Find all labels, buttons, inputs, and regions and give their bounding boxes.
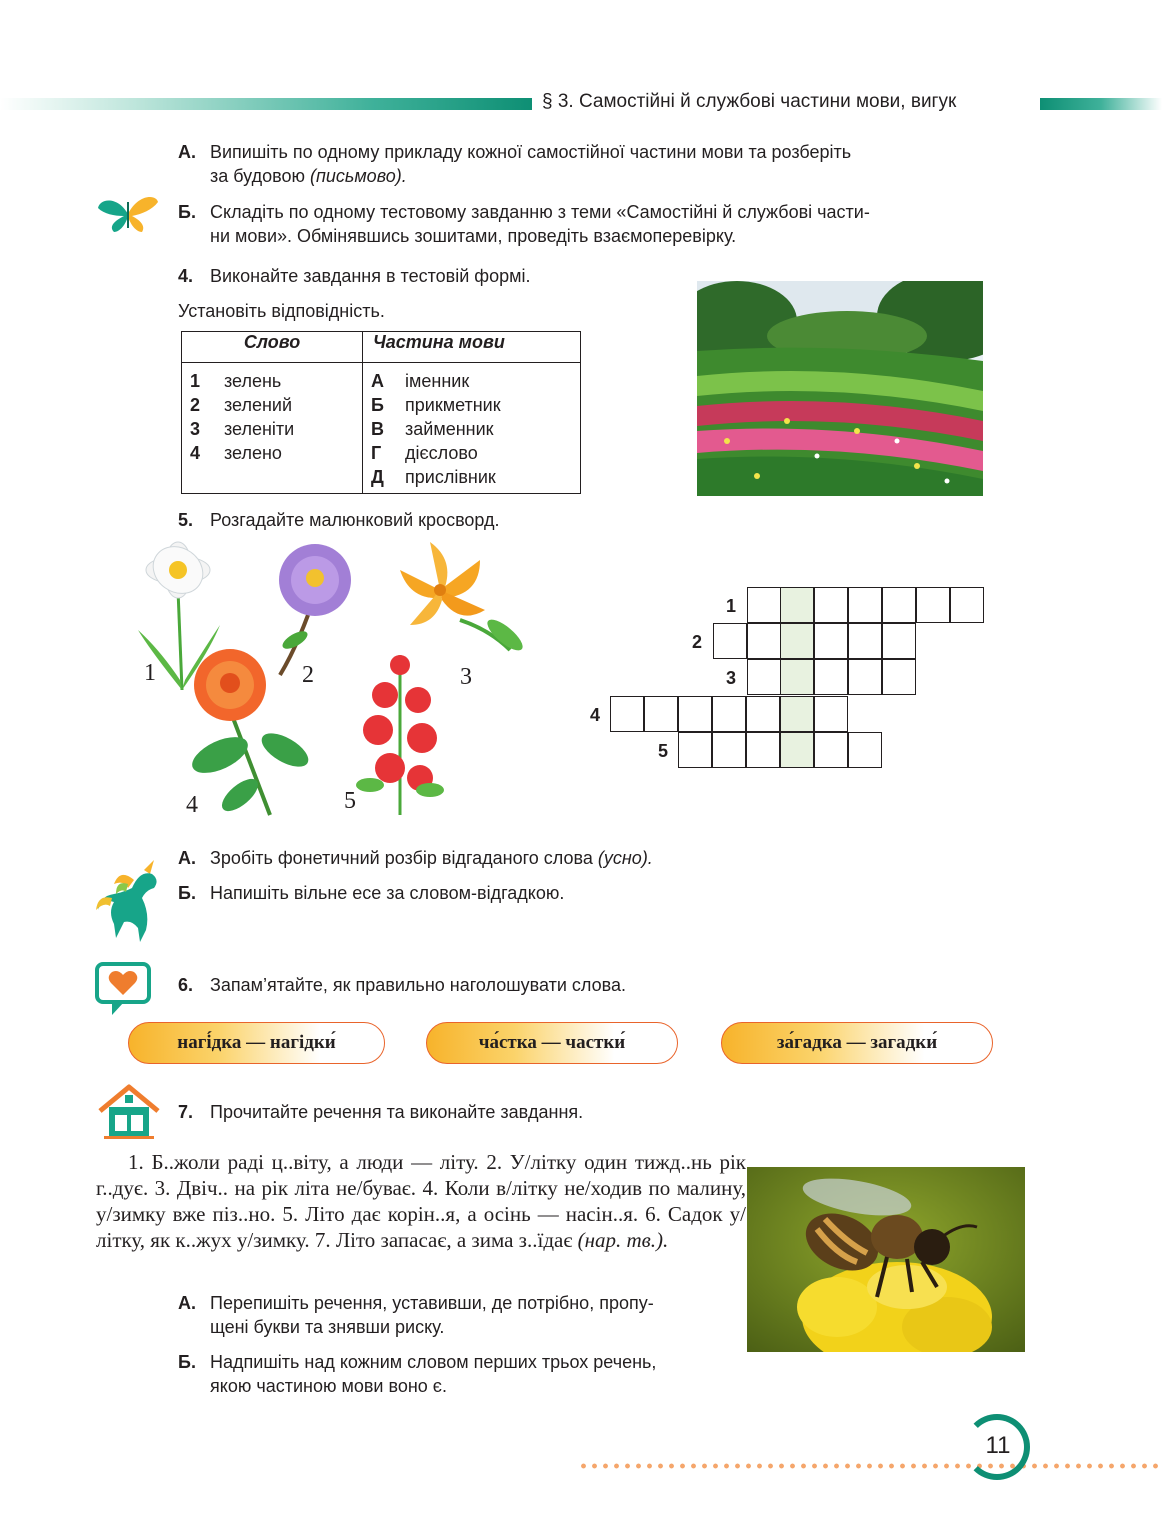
crossword-number: 3 — [726, 668, 737, 688]
task-title: Запам’ятайте, як правильно наголошувати слова. — [210, 975, 627, 995]
task-number: 6. — [178, 975, 194, 995]
item-label: Б. — [178, 883, 196, 903]
house-icon — [96, 1083, 162, 1146]
crossword-number: 1 — [726, 596, 737, 616]
task-number: 4. — [178, 266, 194, 286]
item-label: А. — [178, 1293, 196, 1313]
crossword-cell[interactable] — [814, 732, 848, 768]
task-prev-b — [178, 200, 978, 248]
item-text: Напишіть вільне есе за словом-відгадкою. — [210, 883, 565, 903]
header-bar-left — [0, 98, 532, 110]
footer-dots — [578, 1462, 1162, 1470]
crossword-cell[interactable] — [712, 696, 746, 732]
crossword-cell[interactable] — [882, 623, 916, 659]
crossword-cell[interactable] — [814, 623, 848, 659]
col-word-header: Слово — [182, 332, 363, 363]
crossword-number: 4 — [590, 705, 601, 725]
item-text: Перепишіть речення, уставивши, де потрібно, пропу- — [210, 1293, 654, 1313]
item-text: Випишіть по одному прикладу кожної самостійної частини мови та розберіть — [210, 142, 852, 162]
crossword-number: 5 — [658, 741, 669, 761]
word-row: 2 зелений — [190, 395, 293, 415]
item-label: Б. — [178, 202, 196, 222]
part-row: Г дієслово — [371, 443, 478, 463]
crossword-cell[interactable] — [644, 696, 678, 732]
crossword-cell[interactable] — [814, 587, 848, 623]
crossword-cell[interactable] — [848, 732, 882, 768]
stress-pill: за́гадка — загадки́ — [721, 1022, 993, 1064]
task5-a — [178, 846, 653, 870]
crossword-cell[interactable] — [848, 659, 882, 695]
task5-heading — [178, 508, 500, 532]
task-number: 7. — [178, 1102, 194, 1122]
proverbs-text — [96, 1149, 746, 1253]
crossword-cell-key[interactable] — [780, 623, 814, 659]
word-row: 4 зелено — [190, 443, 282, 463]
task6-heading — [178, 973, 626, 997]
stress-pill: ча́стка — частки́ — [426, 1022, 678, 1064]
proverbs-source: (нар. тв.). — [577, 1228, 669, 1252]
crossword-number: 2 — [692, 632, 703, 652]
crossword-cell-key[interactable] — [780, 696, 814, 732]
flower-number: 4 — [186, 792, 198, 818]
crossword-cell[interactable] — [950, 587, 984, 623]
task-number: 5. — [178, 510, 194, 530]
matching-table — [181, 331, 581, 494]
task7-a — [178, 1291, 738, 1339]
heart-speech-icon — [94, 961, 154, 1022]
crossword-cell[interactable] — [712, 732, 746, 768]
crossword-cell[interactable] — [747, 587, 781, 623]
item-text: Надпишіть над кожним словом перших трьох речень, — [210, 1352, 657, 1372]
crossword-cell-key[interactable] — [780, 659, 814, 695]
words-cell — [182, 363, 363, 494]
unicorn-icon — [94, 858, 170, 949]
item-label: А. — [178, 848, 196, 868]
task7-heading — [178, 1100, 583, 1124]
item-text: щені букви та знявши риску. — [210, 1317, 445, 1337]
garden-photo — [697, 281, 983, 496]
word-row: 3 зеленіти — [190, 419, 295, 439]
part-row: В займенник — [371, 419, 494, 439]
item-text: ни мови». Обмінявшись зошитами, проведіть взаємоперевірку. — [210, 226, 737, 246]
flower-number: 3 — [460, 664, 472, 690]
parts-cell — [363, 363, 581, 494]
proverbs-body: 1. Б..жоли раді ц..віту, а люди — літу. 2. У/літку один тижд..нь рік г..дує. 3. Двіч.. на рік літа не/буває. 4. Коли в/літку не/ходив по малину, у/зимку вже піз..но. 5. Літо дає корін..я, а осінь — насін..я. 6. Садок у/літку, як к..жух у/зимку. 7. Літо запасає, а зима з..їдає — [96, 1150, 746, 1252]
header-bar-right — [1040, 98, 1162, 110]
crossword-cell[interactable] — [882, 587, 916, 623]
crossword-cell[interactable] — [882, 659, 916, 695]
butterfly-icon — [96, 192, 160, 239]
part-row: А іменник — [371, 371, 470, 391]
item-label: Б. — [178, 1352, 196, 1372]
crossword-cell[interactable] — [747, 659, 781, 695]
task4-heading — [178, 264, 530, 288]
item-text: Зробіть фонетичний розбір відгаданого слова — [210, 848, 598, 868]
crossword-cell[interactable] — [713, 623, 747, 659]
part-row: Д прислівник — [371, 467, 496, 487]
crossword-cell[interactable] — [747, 623, 781, 659]
page-number: 11 — [985, 1432, 1011, 1459]
task-title: Виконайте завдання в тестовій формі. — [210, 266, 531, 286]
crossword-cell[interactable] — [678, 696, 712, 732]
bee-photo — [747, 1167, 1025, 1352]
item-label: А. — [178, 142, 196, 162]
flowers-illustration — [130, 540, 540, 830]
task-prev-a — [178, 140, 978, 188]
flower-number: 5 — [344, 788, 356, 814]
crossword-cell[interactable] — [610, 696, 644, 732]
crossword-cell-key[interactable] — [780, 587, 814, 623]
item-text: Складіть по одному тестовому завданню з теми «Самостійні й службові части- — [210, 202, 870, 222]
crossword-cell[interactable] — [916, 587, 950, 623]
stress-pill: нагі́дка — нагідки́ — [128, 1022, 385, 1064]
item-text: якою частиною мови воно є. — [210, 1376, 447, 1396]
task7-b — [178, 1350, 738, 1398]
item-note: (письмово). — [309, 166, 407, 186]
crossword-cell[interactable] — [814, 659, 848, 695]
crossword-cell[interactable] — [814, 696, 848, 732]
flower-number: 2 — [302, 662, 314, 688]
flower-number: 1 — [144, 660, 156, 686]
crossword-cell[interactable] — [746, 732, 780, 768]
item-text: за будовою — [210, 166, 310, 186]
col-part-header: Частина мови — [363, 332, 581, 363]
crossword-cell[interactable] — [848, 623, 882, 659]
crossword-cell-key[interactable] — [780, 732, 814, 768]
word-row: 1 зелень — [190, 371, 282, 391]
task4-instruction: Установіть відповідність. — [178, 301, 385, 321]
crossword-cell[interactable] — [848, 587, 882, 623]
section-title: § 3. Самостійні й службові частини мови, вигук — [542, 91, 957, 112]
task-title: Розгадайте малюнковий кросворд. — [210, 510, 500, 530]
item-note: (усно). — [597, 848, 653, 868]
task-title: Прочитайте речення та виконайте завдання. — [210, 1102, 584, 1122]
part-row: Б прикметник — [371, 395, 501, 415]
crossword-cell[interactable] — [678, 732, 712, 768]
crossword-cell[interactable] — [746, 696, 780, 732]
task5-b — [178, 881, 564, 905]
